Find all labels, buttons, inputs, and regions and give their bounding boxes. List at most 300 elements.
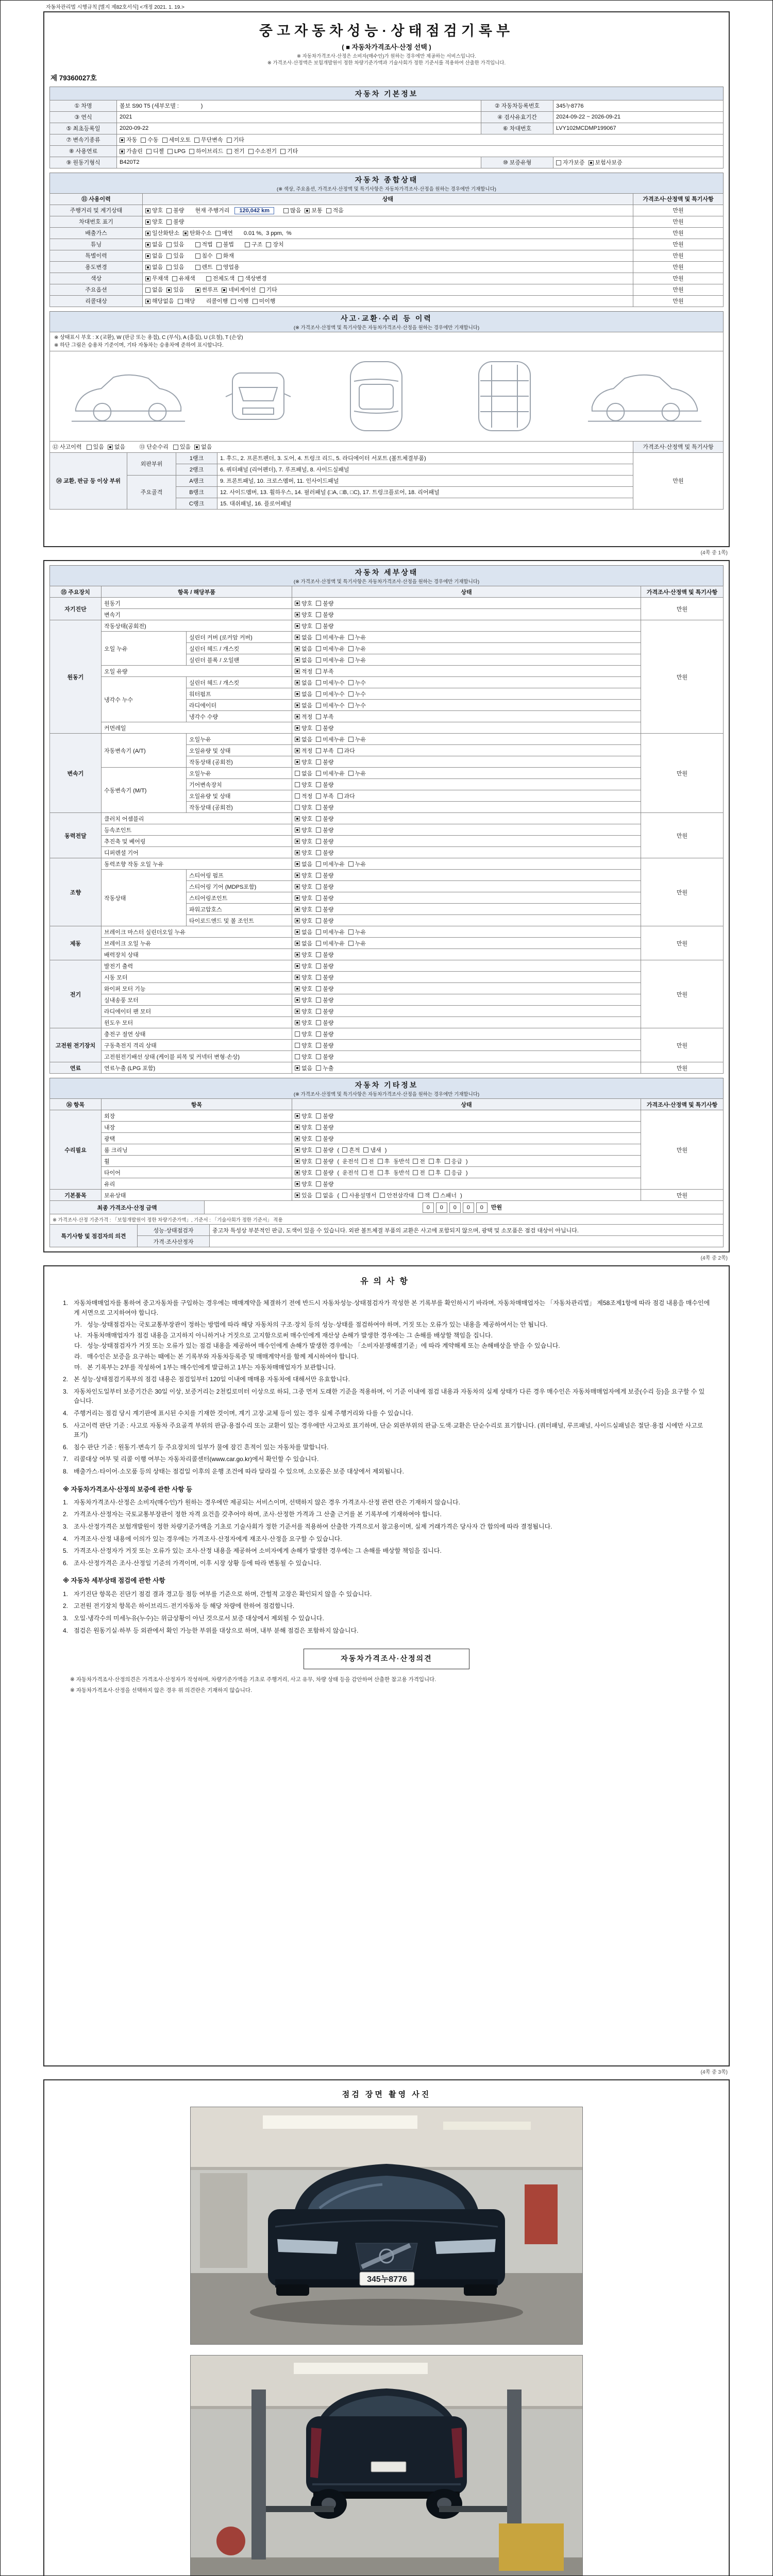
checkbox-option[interactable]: 누유 — [348, 939, 366, 947]
checkbox-checked-icon[interactable] — [145, 253, 150, 259]
checkbox-option[interactable]: 양호 — [295, 894, 312, 902]
checkbox-option[interactable]: 양호 — [295, 815, 312, 823]
checkbox-option[interactable]: 양호 — [295, 985, 312, 993]
checkbox-icon[interactable] — [145, 287, 150, 293]
checkbox-icon[interactable] — [348, 737, 354, 742]
checkbox-option[interactable]: 없음 — [295, 690, 312, 698]
checkbox-option[interactable]: 없음 — [295, 939, 312, 947]
checkbox-icon[interactable] — [245, 242, 250, 247]
checkbox-icon[interactable] — [316, 861, 321, 867]
checkbox-icon[interactable] — [146, 149, 152, 154]
checkbox-option[interactable]: 불량 — [316, 837, 333, 845]
checkbox-checked-icon[interactable] — [295, 725, 300, 731]
checkbox-icon[interactable] — [316, 1031, 321, 1037]
checkbox-icon[interactable] — [295, 1054, 300, 1059]
checkbox-option[interactable]: 양호 — [295, 826, 312, 834]
checkbox-icon[interactable] — [316, 737, 321, 742]
checkbox-option[interactable]: 없음 — [108, 443, 125, 451]
checkbox-option[interactable]: 미이행 — [253, 297, 276, 305]
checkbox-icon[interactable] — [316, 997, 321, 1003]
checkbox-icon[interactable] — [429, 1170, 434, 1175]
checkbox-option[interactable]: 누수 — [348, 679, 366, 687]
checkbox-checked-icon[interactable] — [295, 941, 300, 946]
checkbox-option[interactable]: 불량 — [316, 1112, 333, 1120]
checkbox-option[interactable]: 누출 — [316, 1064, 333, 1072]
checkbox-checked-icon[interactable] — [295, 816, 300, 821]
checkbox-checked-icon[interactable] — [295, 612, 300, 617]
checkbox-icon[interactable] — [316, 986, 321, 991]
checkbox-option[interactable]: 양호 — [295, 1053, 312, 1061]
checkbox-option[interactable]: 보통 — [305, 206, 322, 214]
checkbox-icon[interactable] — [316, 1147, 321, 1153]
checkbox-checked-icon[interactable] — [166, 287, 172, 293]
checkbox-icon[interactable] — [295, 793, 300, 799]
checkbox-icon[interactable] — [316, 612, 321, 617]
checkbox-option[interactable]: 수소전기 — [248, 147, 277, 155]
checkbox-icon[interactable] — [316, 759, 321, 765]
checkbox-option[interactable]: 전 — [413, 1157, 425, 1165]
checkbox-option[interactable]: 후 — [429, 1168, 441, 1177]
checkbox-icon[interactable] — [362, 1159, 367, 1164]
checkbox-option[interactable]: 양호 — [295, 1007, 312, 1015]
checkbox-option[interactable]: 양호 — [295, 1146, 312, 1154]
checkbox-option[interactable]: 과다 — [338, 792, 355, 800]
checkbox-option[interactable]: 있음 — [166, 251, 184, 260]
checkbox-option[interactable]: 가솔린 — [120, 147, 143, 155]
checkbox-option[interactable]: 없음 — [295, 656, 312, 664]
checkbox-icon[interactable] — [413, 1170, 418, 1175]
checkbox-checked-icon[interactable] — [145, 242, 150, 247]
checkbox-option[interactable]: 후 — [378, 1157, 390, 1165]
checkbox-option[interactable]: 누유 — [348, 769, 366, 777]
checkbox-checked-icon[interactable] — [295, 1147, 300, 1153]
checkbox-checked-icon[interactable] — [295, 1113, 300, 1118]
checkbox-option[interactable]: 양호 — [295, 611, 312, 619]
checkbox-icon[interactable] — [166, 208, 172, 213]
checkbox-option[interactable]: 누유 — [348, 633, 366, 641]
checkbox-option[interactable]: 양호 — [295, 849, 312, 857]
checkbox-icon[interactable] — [227, 149, 232, 154]
checkbox-option[interactable]: 양호 — [295, 1134, 312, 1143]
checkbox-option[interactable]: 불량 — [316, 996, 333, 1004]
checkbox-checked-icon[interactable] — [295, 680, 300, 685]
checkbox-option[interactable]: 전기 — [227, 147, 244, 155]
checkbox-icon[interactable] — [295, 805, 300, 810]
checkbox-option[interactable]: 없음 — [295, 1064, 312, 1072]
checkbox-icon[interactable] — [248, 149, 254, 154]
checkbox-icon[interactable] — [348, 941, 354, 946]
checkbox-option[interactable]: 이행 — [231, 297, 248, 305]
checkbox-option[interactable]: 누유 — [348, 735, 366, 743]
checkbox-icon[interactable] — [227, 138, 232, 143]
checkbox-option[interactable]: 있음 — [166, 263, 184, 271]
checkbox-option[interactable]: 적정 — [295, 747, 312, 755]
checkbox-icon[interactable] — [316, 714, 321, 719]
checkbox-icon[interactable] — [215, 231, 221, 236]
checkbox-icon[interactable] — [316, 839, 321, 844]
checkbox-icon[interactable] — [189, 149, 194, 154]
checkbox-option[interactable]: 양호 — [145, 206, 163, 214]
checkbox-checked-icon[interactable] — [295, 657, 300, 663]
checkbox-icon[interactable] — [295, 782, 300, 787]
checkbox-option[interactable]: 양호 — [295, 1123, 312, 1131]
checkbox-icon[interactable] — [166, 219, 172, 225]
checkbox-option[interactable]: 불량 — [316, 758, 333, 766]
checkbox-icon[interactable] — [172, 276, 177, 281]
checkbox-icon[interactable] — [316, 793, 321, 799]
checkbox-option[interactable]: 전 — [413, 1168, 425, 1177]
checkbox-option[interactable]: 흔적 — [342, 1146, 360, 1154]
checkbox-option[interactable]: 부족 — [316, 667, 333, 675]
checkbox-checked-icon[interactable] — [145, 219, 150, 225]
checkbox-checked-icon[interactable] — [295, 748, 300, 753]
checkbox-option[interactable]: 양호 — [295, 622, 312, 630]
checkbox-option[interactable]: 미세누유 — [316, 633, 345, 641]
checkbox-icon[interactable] — [348, 691, 354, 697]
checkbox-icon[interactable] — [316, 646, 321, 651]
checkbox-checked-icon[interactable] — [295, 884, 300, 889]
checkbox-icon[interactable] — [338, 793, 343, 799]
checkbox-option[interactable]: 누유 — [348, 928, 366, 936]
checkbox-icon[interactable] — [238, 276, 243, 281]
checkbox-icon[interactable] — [316, 1125, 321, 1130]
checkbox-icon[interactable] — [316, 680, 321, 685]
checkbox-icon[interactable] — [363, 1147, 368, 1153]
checkbox-option[interactable]: 불량 — [316, 883, 333, 891]
checkbox-option[interactable]: 없음 — [194, 443, 212, 451]
checkbox-option[interactable]: 영업용 — [216, 263, 240, 271]
checkbox-icon[interactable] — [378, 1170, 383, 1175]
checkbox-checked-icon[interactable] — [194, 445, 199, 450]
checkbox-option[interactable]: 불량 — [316, 781, 333, 789]
checkbox-option[interactable]: 불량 — [316, 1030, 333, 1038]
checkbox-option[interactable]: 불법 — [216, 240, 234, 248]
checkbox-option[interactable]: 없음 — [295, 928, 312, 936]
checkbox-icon[interactable] — [362, 1170, 367, 1175]
checkbox-icon[interactable] — [260, 287, 265, 293]
checkbox-option[interactable]: 스패너 — [433, 1191, 457, 1199]
checkbox-checked-icon[interactable] — [295, 759, 300, 765]
checkbox-option[interactable]: 없음 — [295, 645, 312, 653]
checkbox-option[interactable]: 보험사보증 — [589, 158, 623, 166]
checkbox-checked-icon[interactable] — [295, 601, 300, 606]
checkbox-option[interactable]: 없음 — [145, 285, 163, 294]
checkbox-option[interactable]: 없음 — [295, 860, 312, 868]
checkbox-checked-icon[interactable] — [195, 287, 200, 293]
checkbox-option[interactable]: 불량 — [316, 1007, 333, 1015]
checkbox-option[interactable]: 불량 — [316, 1123, 333, 1131]
checkbox-checked-icon[interactable] — [295, 929, 300, 935]
checkbox-option[interactable]: 양호 — [295, 973, 312, 981]
checkbox-option[interactable]: 기타 — [280, 147, 298, 155]
checkbox-icon[interactable] — [316, 1181, 321, 1187]
checkbox-option[interactable]: 사용설명서 — [342, 1191, 376, 1199]
checkbox-option[interactable]: 미세누수 — [316, 701, 345, 709]
checkbox-checked-icon[interactable] — [120, 138, 125, 143]
checkbox-icon[interactable] — [316, 805, 321, 810]
checkbox-option[interactable]: 누유 — [348, 860, 366, 868]
checkbox-option[interactable]: 양호 — [295, 996, 312, 1004]
checkbox-icon[interactable] — [166, 242, 172, 247]
checkbox-checked-icon[interactable] — [295, 1009, 300, 1014]
checkbox-option[interactable]: 양호 — [295, 599, 312, 607]
checkbox-option[interactable]: 불량 — [316, 826, 333, 834]
checkbox-icon[interactable] — [348, 929, 354, 935]
checkbox-checked-icon[interactable] — [295, 861, 300, 867]
checkbox-checked-icon[interactable] — [295, 918, 300, 923]
checkbox-checked-icon[interactable] — [295, 635, 300, 640]
checkbox-icon[interactable] — [316, 669, 321, 674]
checkbox-checked-icon[interactable] — [145, 276, 150, 281]
checkbox-option[interactable]: 응급 — [445, 1157, 462, 1165]
checkbox-option[interactable]: 적정 — [295, 792, 312, 800]
checkbox-option[interactable]: 기타 — [227, 135, 244, 144]
checkbox-option[interactable]: 양호 — [295, 1168, 312, 1177]
checkbox-option[interactable]: 양호 — [295, 871, 312, 879]
checkbox-icon[interactable] — [316, 850, 321, 855]
checkbox-option[interactable]: 불량 — [166, 217, 184, 226]
checkbox-option[interactable]: 양호 — [295, 1157, 312, 1165]
checkbox-option[interactable]: 있음 — [166, 240, 184, 248]
checkbox-option[interactable]: 미세누수 — [316, 679, 345, 687]
checkbox-checked-icon[interactable] — [295, 986, 300, 991]
checkbox-option[interactable]: 전체도색 — [206, 274, 235, 282]
checkbox-icon[interactable] — [316, 1136, 321, 1141]
checkbox-option[interactable]: 양호 — [295, 837, 312, 845]
checkbox-option[interactable]: 없음 — [145, 251, 163, 260]
checkbox-icon[interactable] — [316, 635, 321, 640]
checkbox-icon[interactable] — [342, 1193, 347, 1198]
checkbox-icon[interactable] — [216, 265, 222, 270]
checkbox-option[interactable]: 불량 — [316, 803, 333, 811]
checkbox-option[interactable]: 불량 — [316, 1053, 333, 1061]
checkbox-option[interactable]: 부족 — [316, 713, 333, 721]
checkbox-icon[interactable] — [253, 299, 258, 304]
checkbox-option[interactable]: 양호 — [295, 905, 312, 913]
checkbox-option[interactable]: 미세누유 — [316, 735, 345, 743]
checkbox-option[interactable]: 불량 — [316, 1041, 333, 1049]
checkbox-icon[interactable] — [316, 748, 321, 753]
checkbox-option[interactable]: 무채색 — [145, 274, 169, 282]
checkbox-checked-icon[interactable] — [295, 669, 300, 674]
checkbox-checked-icon[interactable] — [295, 827, 300, 833]
checkbox-icon[interactable] — [295, 771, 300, 776]
checkbox-icon[interactable] — [433, 1193, 439, 1198]
checkbox-icon[interactable] — [316, 918, 321, 923]
checkbox-option[interactable]: 자동 — [120, 135, 137, 144]
checkbox-checked-icon[interactable] — [295, 1125, 300, 1130]
checkbox-option[interactable]: 양호 — [295, 917, 312, 925]
checkbox-option[interactable]: 썬루프 — [195, 285, 219, 294]
checkbox-icon[interactable] — [316, 1054, 321, 1059]
checkbox-option[interactable]: 과다 — [338, 747, 355, 755]
checkbox-option[interactable]: 기타 — [260, 285, 277, 294]
checkbox-checked-icon[interactable] — [295, 873, 300, 878]
checkbox-option[interactable]: 미세누유 — [316, 928, 345, 936]
checkbox-icon[interactable] — [167, 149, 173, 154]
checkbox-icon[interactable] — [316, 963, 321, 969]
checkbox-checked-icon[interactable] — [295, 1181, 300, 1187]
checkbox-option[interactable]: 불량 — [316, 815, 333, 823]
checkbox-option[interactable]: 없음 — [295, 679, 312, 687]
checkbox-option[interactable]: 양호 — [295, 781, 312, 789]
checkbox-checked-icon[interactable] — [295, 703, 300, 708]
checkbox-option[interactable]: 불량 — [316, 1157, 333, 1165]
checkbox-icon[interactable] — [216, 242, 222, 247]
checkbox-icon[interactable] — [316, 725, 321, 731]
checkbox-option[interactable]: 장치 — [266, 240, 283, 248]
checkbox-icon[interactable] — [556, 160, 561, 165]
checkbox-icon[interactable] — [316, 952, 321, 957]
checkbox-icon[interactable] — [445, 1159, 450, 1164]
checkbox-option[interactable]: 해당 — [178, 297, 195, 305]
checkbox-option[interactable]: 있음 — [87, 443, 104, 451]
checkbox-option[interactable]: 자가보증 — [556, 158, 585, 166]
checkbox-option[interactable]: 양호 — [295, 1019, 312, 1027]
checkbox-option[interactable]: 해당없음 — [145, 297, 174, 305]
checkbox-icon[interactable] — [326, 208, 331, 213]
checkbox-option[interactable]: 불량 — [316, 951, 333, 959]
checkbox-option[interactable]: 양호 — [295, 803, 312, 811]
checkbox-option[interactable]: 없음 — [295, 701, 312, 709]
checkbox-icon[interactable] — [266, 242, 271, 247]
checkbox-icon[interactable] — [348, 646, 354, 651]
checkbox-icon[interactable] — [316, 941, 321, 946]
checkbox-icon[interactable] — [316, 873, 321, 878]
checkbox-option[interactable]: 전 — [362, 1157, 374, 1165]
checkbox-option[interactable]: 불량 — [316, 724, 333, 732]
checkbox-option[interactable]: 침수 — [195, 251, 213, 260]
checkbox-option[interactable]: 후 — [429, 1157, 441, 1165]
checkbox-option[interactable]: 양호 — [295, 1112, 312, 1120]
checkbox-option[interactable]: 미세누유 — [316, 656, 345, 664]
checkbox-checked-icon[interactable] — [295, 646, 300, 651]
checkbox-option[interactable]: 매연 — [215, 229, 233, 237]
checkbox-option[interactable]: 불량 — [316, 622, 333, 630]
checkbox-option[interactable]: 수동 — [141, 135, 158, 144]
checkbox-option[interactable]: 불량 — [316, 962, 333, 970]
checkbox-checked-icon[interactable] — [145, 208, 150, 213]
checkbox-icon[interactable] — [316, 703, 321, 708]
checkbox-option[interactable]: 불량 — [316, 1146, 333, 1154]
checkbox-checked-icon[interactable] — [295, 714, 300, 719]
checkbox-option[interactable]: 색상변경 — [238, 274, 267, 282]
checkbox-checked-icon[interactable] — [183, 231, 188, 236]
checkbox-option[interactable]: 적정 — [295, 667, 312, 675]
checkbox-checked-icon[interactable] — [295, 850, 300, 855]
checkbox-option[interactable]: 미세누수 — [316, 690, 345, 698]
checkbox-icon[interactable] — [231, 299, 236, 304]
checkbox-icon[interactable] — [348, 771, 354, 776]
checkbox-option[interactable]: 불량 — [316, 599, 333, 607]
checkbox-option[interactable]: 불량 — [316, 871, 333, 879]
checkbox-icon[interactable] — [342, 1147, 347, 1153]
checkbox-option[interactable]: 무단변속 — [194, 135, 223, 144]
checkbox-icon[interactable] — [316, 884, 321, 889]
checkbox-checked-icon[interactable] — [295, 997, 300, 1003]
checkbox-icon[interactable] — [316, 1159, 321, 1164]
checkbox-icon[interactable] — [316, 657, 321, 663]
checkbox-option[interactable]: 누수 — [348, 690, 366, 698]
checkbox-icon[interactable] — [316, 907, 321, 912]
checkbox-checked-icon[interactable] — [295, 1159, 300, 1164]
checkbox-icon[interactable] — [316, 895, 321, 901]
checkbox-option[interactable]: 렌트 — [195, 263, 213, 271]
checkbox-checked-icon[interactable] — [295, 1136, 300, 1141]
checkbox-icon[interactable] — [166, 253, 172, 259]
checkbox-option[interactable]: 누유 — [348, 645, 366, 653]
checkbox-option[interactable]: 양호 — [295, 951, 312, 959]
checkbox-option[interactable]: 부족 — [316, 792, 333, 800]
checkbox-icon[interactable] — [316, 929, 321, 935]
checkbox-icon[interactable] — [348, 703, 354, 708]
checkbox-option[interactable]: 네비게이션 — [222, 285, 256, 294]
checkbox-icon[interactable] — [195, 242, 200, 247]
checkbox-icon[interactable] — [316, 782, 321, 787]
checkbox-icon[interactable] — [295, 1043, 300, 1048]
checkbox-option[interactable]: 양호 — [295, 1030, 312, 1038]
checkbox-icon[interactable] — [316, 1193, 321, 1198]
checkbox-icon[interactable] — [348, 680, 354, 685]
checkbox-option[interactable]: 많음 — [283, 206, 301, 214]
checkbox-checked-icon[interactable] — [145, 299, 150, 304]
checkbox-icon[interactable] — [418, 1193, 423, 1198]
checkbox-option[interactable]: 디젤 — [146, 147, 164, 155]
checkbox-icon[interactable] — [173, 445, 178, 450]
checkbox-icon[interactable] — [216, 253, 222, 259]
checkbox-option[interactable]: LPG — [167, 148, 186, 155]
checkbox-icon[interactable] — [195, 253, 200, 259]
checkbox-icon[interactable] — [445, 1170, 450, 1175]
checkbox-option[interactable]: 있음 — [295, 1191, 312, 1199]
checkbox-icon[interactable] — [316, 623, 321, 629]
checkbox-icon[interactable] — [87, 445, 92, 450]
checkbox-option[interactable]: 불량 — [316, 894, 333, 902]
checkbox-checked-icon[interactable] — [295, 895, 300, 901]
checkbox-option[interactable]: 하이브리드 — [189, 147, 223, 155]
checkbox-option[interactable]: 후 — [378, 1168, 390, 1177]
checkbox-option[interactable]: 없음 — [316, 1191, 333, 1199]
checkbox-icon[interactable] — [348, 635, 354, 640]
checkbox-option[interactable]: 불량 — [316, 1180, 333, 1188]
checkbox-icon[interactable] — [429, 1159, 434, 1164]
checkbox-option[interactable]: 전 — [362, 1168, 374, 1177]
checkbox-option[interactable]: 없음 — [145, 263, 163, 271]
checkbox-checked-icon[interactable] — [589, 160, 594, 165]
checkbox-checked-icon[interactable] — [222, 287, 227, 293]
checkbox-checked-icon[interactable] — [145, 231, 150, 236]
checkbox-icon[interactable] — [316, 827, 321, 833]
checkbox-checked-icon[interactable] — [295, 952, 300, 957]
checkbox-option[interactable]: 양호 — [295, 1180, 312, 1188]
checkbox-checked-icon[interactable] — [295, 963, 300, 969]
checkbox-option[interactable]: 불량 — [166, 206, 184, 214]
checkbox-option[interactable]: 누유 — [348, 656, 366, 664]
checkbox-icon[interactable] — [316, 1020, 321, 1025]
checkbox-checked-icon[interactable] — [295, 1193, 300, 1198]
checkbox-option[interactable]: 적법 — [195, 240, 213, 248]
checkbox-icon[interactable] — [206, 276, 211, 281]
checkbox-icon[interactable] — [316, 1170, 321, 1175]
checkbox-option[interactable]: 구조 — [245, 240, 262, 248]
checkbox-checked-icon[interactable] — [305, 208, 310, 213]
checkbox-option[interactable]: 안전삼각대 — [380, 1191, 414, 1199]
checkbox-checked-icon[interactable] — [295, 737, 300, 742]
checkbox-option[interactable]: 일산화탄소 — [145, 229, 179, 237]
checkbox-icon[interactable] — [195, 265, 200, 270]
checkbox-checked-icon[interactable] — [295, 691, 300, 697]
checkbox-icon[interactable] — [348, 861, 354, 867]
